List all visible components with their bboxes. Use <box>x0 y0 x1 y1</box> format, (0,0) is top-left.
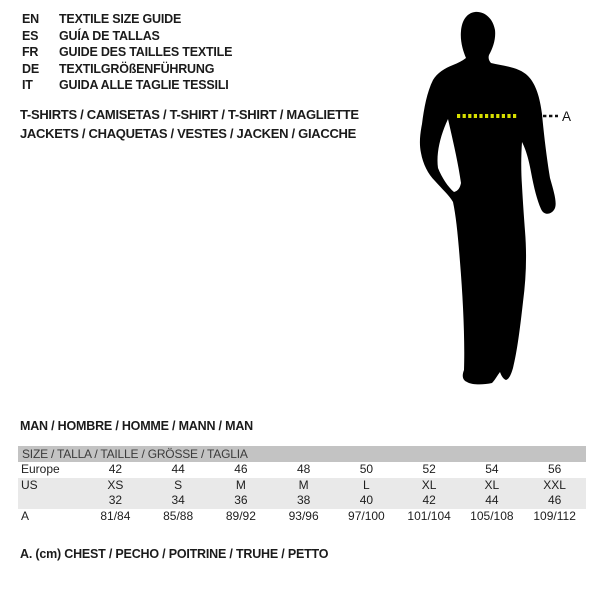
language-code: IT <box>22 78 33 93</box>
garment-categories <box>20 106 359 143</box>
table-cell: 42 <box>108 462 123 476</box>
table-row-chest-cm <box>18 509 586 525</box>
language-label: GUÍA DE TALLAS <box>59 28 160 43</box>
language-label: GUIDA ALLE TAGLIE TESSILI <box>59 78 229 93</box>
table-row-europe <box>18 462 586 478</box>
size-table-header: SIZE / TALLA / TAILLE / GRÖSSE / TAGLIA <box>18 446 586 462</box>
table-cell: 50 <box>359 462 374 476</box>
table-cell: 105/108 <box>470 508 514 523</box>
table-cell: XL <box>484 477 500 492</box>
table-cell: 46 <box>234 462 248 476</box>
table-cell: L <box>363 477 370 492</box>
row-label <box>18 493 84 509</box>
table-cell: S <box>174 477 183 492</box>
table-cell: 40 <box>359 493 374 507</box>
measurement-footnote: A. (cm) CHEST / PECHO / POITRINE / TRUHE / PETTO <box>20 547 329 561</box>
table-cell: 46 <box>547 493 562 507</box>
row-label: US <box>21 477 38 492</box>
table-cell: XL <box>421 477 437 492</box>
table-cell: 36 <box>234 493 248 507</box>
language-code: DE <box>22 61 39 76</box>
measure-label-a: A <box>562 109 572 124</box>
table-cell: 44 <box>485 493 499 507</box>
language-code: EN <box>22 12 39 26</box>
table-cell: 52 <box>422 462 436 476</box>
table-cell: 42 <box>422 493 436 507</box>
language-row-de <box>22 61 232 78</box>
table-row-us <box>18 478 586 494</box>
table-cell: M <box>298 477 309 492</box>
table-cell: 97/100 <box>348 508 385 523</box>
table-cell: XXL <box>543 477 566 492</box>
man-silhouette-svg <box>390 4 600 396</box>
table-cell: 38 <box>296 493 311 507</box>
language-row-en <box>22 11 232 28</box>
table-cell: 34 <box>171 493 185 507</box>
table-cell: 85/88 <box>163 508 194 523</box>
table-cell: 101/104 <box>407 508 451 523</box>
table-cell: 93/96 <box>288 508 319 523</box>
table-cell: 44 <box>171 462 185 476</box>
size-table <box>18 446 586 524</box>
section-title-man: MAN / HOMBRE / HOMME / MANN / MAN <box>20 419 253 433</box>
language-label: TEXTILGRÖßENFÜHRUNG <box>59 61 215 76</box>
table-cell: 48 <box>296 462 311 476</box>
language-code: ES <box>22 28 39 43</box>
table-cell: 54 <box>485 462 499 476</box>
table-cell: 56 <box>547 462 562 476</box>
table-cell: 89/92 <box>225 508 256 523</box>
language-row-es <box>22 28 232 45</box>
table-cell: 81/84 <box>100 508 131 523</box>
table-cell: M <box>235 477 246 492</box>
table-cell: 109/112 <box>533 508 576 523</box>
man-silhouette-shape <box>420 12 556 384</box>
table-cell: 32 <box>108 493 123 507</box>
category-tshirts: T-SHIRTS / CAMISETAS / T-SHIRT / T-SHIRT / MAGLIETTE <box>20 107 359 122</box>
table-row-numeric <box>18 493 586 509</box>
row-label: Europe <box>21 462 60 476</box>
language-list <box>22 11 232 94</box>
table-cell: XS <box>107 477 124 492</box>
man-silhouette-figure <box>390 4 600 396</box>
language-label: TEXTILE SIZE GUIDE <box>59 12 182 26</box>
row-label: A <box>21 508 30 523</box>
category-jackets: JACKETS / CHAQUETAS / VESTES / JACKEN / GIACCHE <box>20 125 356 141</box>
language-row-fr <box>22 44 232 61</box>
language-row-it <box>22 77 232 94</box>
language-code: FR <box>22 45 39 60</box>
language-label: GUIDE DES TAILLES TEXTILE <box>59 45 233 60</box>
